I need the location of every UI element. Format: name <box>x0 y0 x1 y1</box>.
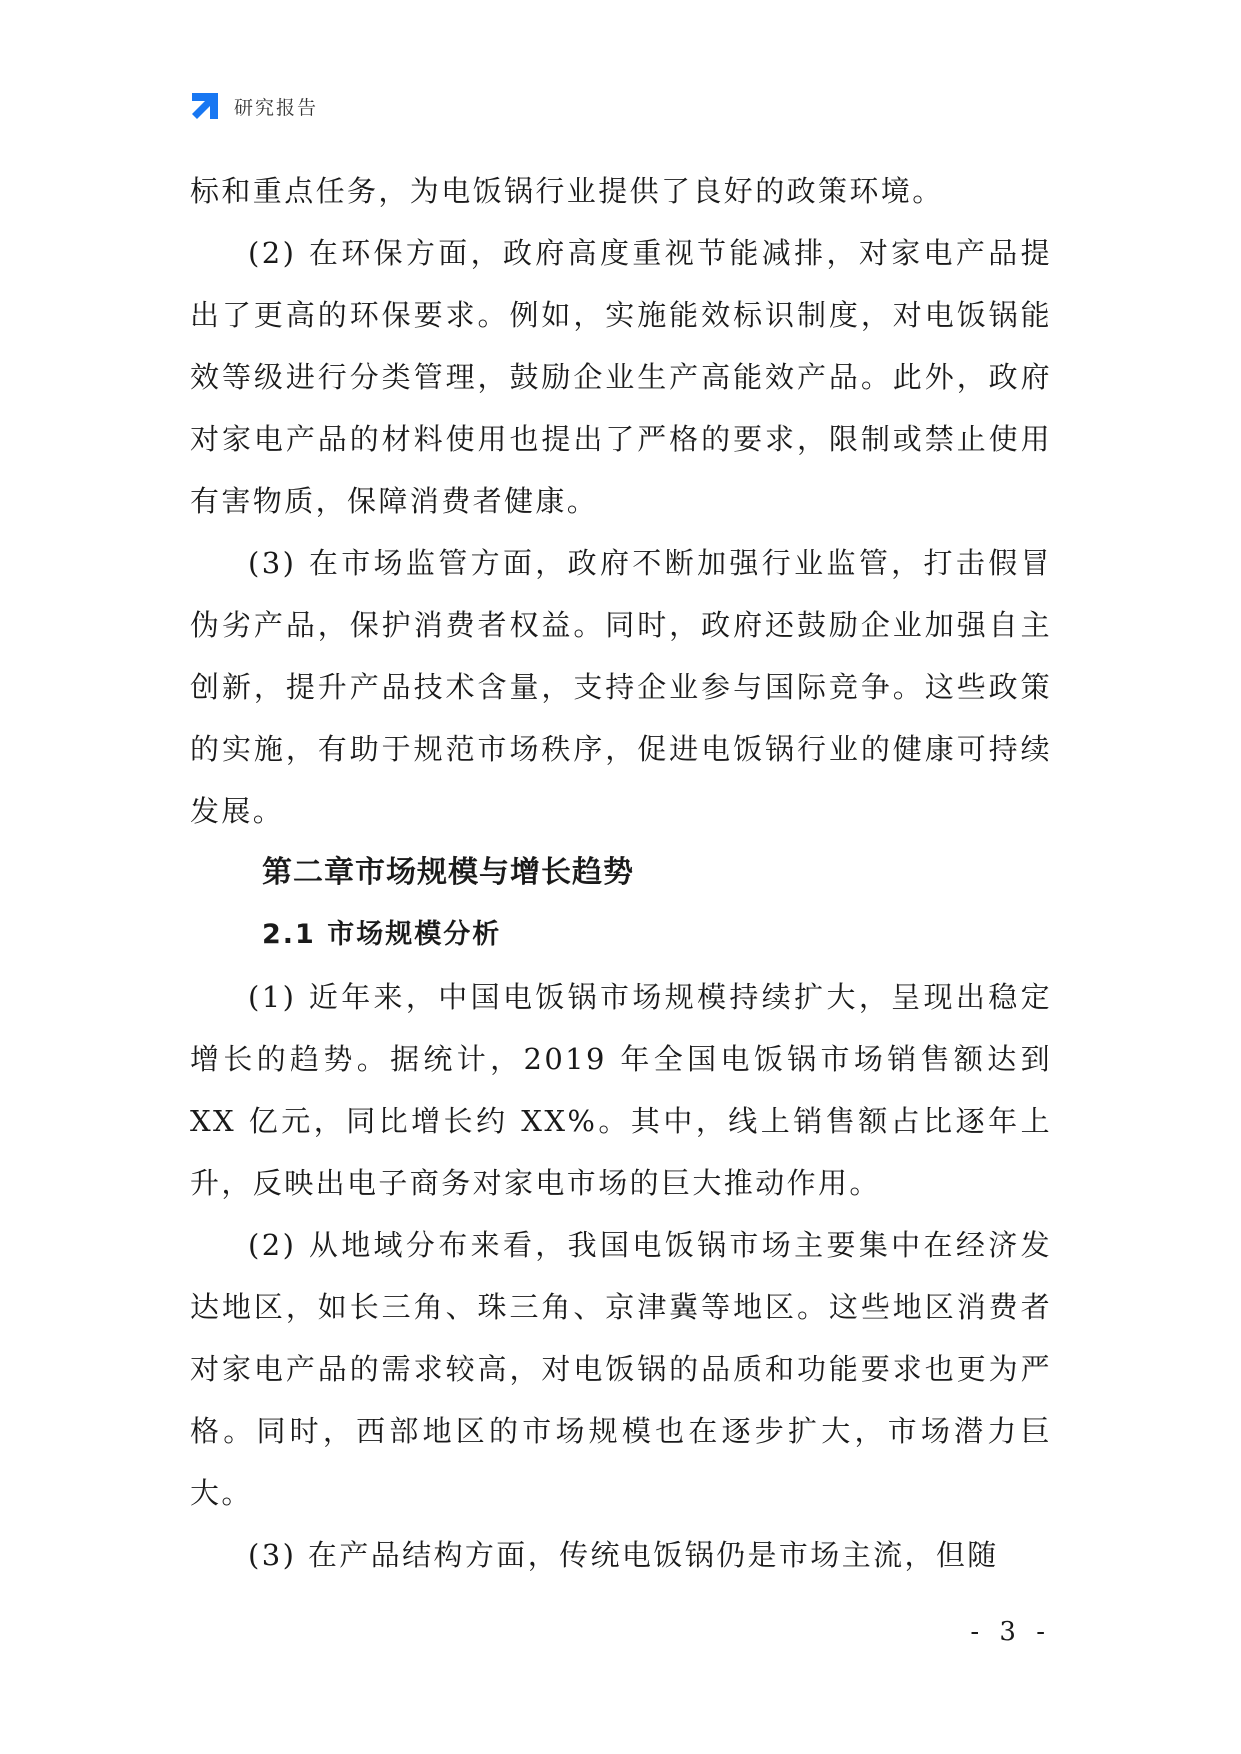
paragraph-market-supervision: (3) 在市场监管方面，政府不断加强行业监管，打击假冒伪劣产品，保护消费者权益。同时，政府还鼓励企业加强自主创新，提升产品技术含量，支持企业参与国际竞争。这些政策的实施，有助于规范市场秩序，促进电饭锅行业的健康可持续发展。 <box>190 546 1052 828</box>
section-title: 2.1 市场规模分析 <box>262 919 502 950</box>
header-title: 研究报告 <box>234 96 319 119</box>
document-body <box>190 160 1052 1586</box>
chapter-title: 第二章市场规模与增长趋势 <box>262 855 634 890</box>
paragraph-continued: 标和重点任务，为电饭锅行业提供了良好的政策环境。 <box>190 174 944 208</box>
paragraph-market-size: (1) 近年来，中国电饭锅市场规模持续扩大，呈现出稳定增长的趋势。据统计，2019 年全国电饭锅市场销售额达到 XX 亿元，同比增长约 XX%。其中，线上销售额占比逐年上升，反映出电子商务对家电市场的巨大推动作用。 <box>190 980 1052 1200</box>
page-number: - 3 - <box>970 1617 1051 1647</box>
paragraph-regional-distribution: (2) 从地域分布来看，我国电饭锅市场主要集中在经济发达地区，如长三角、珠三角、京津冀等地区。这些地区消费者对家电产品的需求较高，对电饭锅的品质和功能要求也更为严格。同时，西部地区的市场规模也在逐步扩大，市场潜力巨大。 <box>190 1228 1052 1510</box>
page-header <box>189 88 318 124</box>
paragraph-product-structure: (3) 在产品结构方面，传统电饭锅仍是市场主流，但随 <box>248 1538 999 1572</box>
arrow-up-right-icon <box>189 90 221 122</box>
paragraph-environmental: (2) 在环保方面，政府高度重视节能减排，对家电产品提出了更高的环保要求。例如，实施能效标识制度，对电饭锅能效等级进行分类管理，鼓励企业生产高能效产品。此外，政府对家电产品的材料使用也提出了严格的要求，限制或禁止使用有害物质，保障消费者健康。 <box>190 236 1052 518</box>
